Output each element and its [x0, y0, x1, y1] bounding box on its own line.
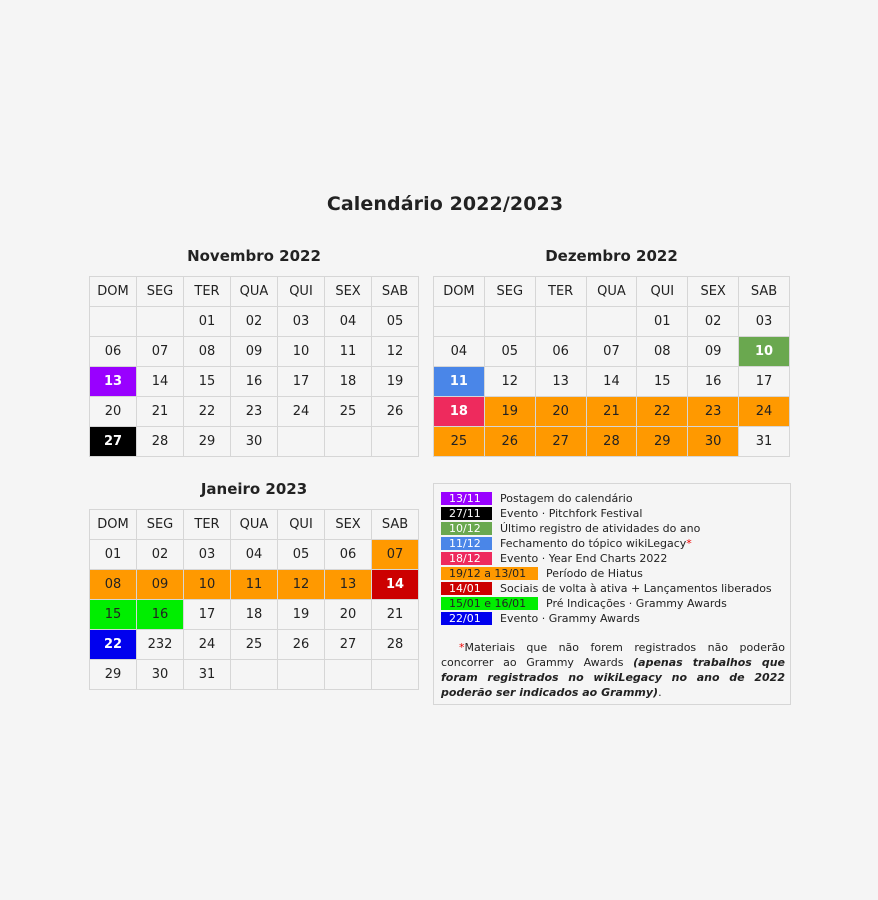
- day-cell: 13: [535, 367, 586, 397]
- weekday-header: TER: [535, 277, 586, 307]
- day-cell: 02: [137, 540, 184, 570]
- day-cell: 30: [137, 660, 184, 690]
- legend-label: [500, 582, 772, 595]
- day-cell: 21: [137, 397, 184, 427]
- week-row: [90, 600, 419, 630]
- day-cell: 29: [637, 427, 688, 457]
- weekday-header-row: [90, 277, 419, 307]
- legend-date-badge: 11/12: [441, 537, 492, 550]
- day-cell: 28: [586, 427, 637, 457]
- weekday-header: SAB: [372, 277, 419, 307]
- empty-cell: [586, 307, 637, 337]
- day-cell: 05: [278, 540, 325, 570]
- weekday-header: SEG: [137, 277, 184, 307]
- weekday-header: TER: [184, 277, 231, 307]
- day-cell: 12: [372, 337, 419, 367]
- legend-label: [546, 597, 727, 610]
- day-cell: 09: [688, 337, 739, 367]
- week-row: [90, 427, 419, 457]
- legend-item: [441, 597, 727, 610]
- month-title-nov: Novembro 2022: [187, 247, 321, 265]
- week-row: [90, 367, 419, 397]
- legend-date-badge: 19/12 a 13/01: [441, 567, 538, 580]
- weekday-header: QUI: [637, 277, 688, 307]
- day-cell: 22: [90, 630, 137, 660]
- legend-item: [441, 552, 667, 565]
- day-cell: 07: [137, 337, 184, 367]
- day-cell: 17: [739, 367, 790, 397]
- legend-item: [441, 567, 643, 580]
- day-cell: 04: [231, 540, 278, 570]
- day-cell: 19: [278, 600, 325, 630]
- week-row: [434, 397, 790, 427]
- day-cell: 05: [372, 307, 419, 337]
- weekday-header: DOM: [90, 510, 137, 540]
- day-cell: 18: [434, 397, 485, 427]
- week-row: [90, 570, 419, 600]
- weekday-header: DOM: [434, 277, 485, 307]
- week-row: [434, 337, 790, 367]
- day-cell: 31: [739, 427, 790, 457]
- week-row: [90, 337, 419, 367]
- day-cell: 09: [231, 337, 278, 367]
- day-cell: 07: [372, 540, 419, 570]
- legend-item: [441, 507, 642, 520]
- legend-date-badge: 27/11: [441, 507, 492, 520]
- day-cell: 30: [231, 427, 278, 457]
- week-row: [90, 307, 419, 337]
- day-cell: 13: [325, 570, 372, 600]
- day-cell: 16: [231, 367, 278, 397]
- empty-cell: [278, 427, 325, 457]
- day-cell: 24: [278, 397, 325, 427]
- weekday-header: SAB: [372, 510, 419, 540]
- day-cell: 18: [325, 367, 372, 397]
- day-cell: 26: [372, 397, 419, 427]
- day-cell: 232: [137, 630, 184, 660]
- day-cell: 28: [372, 630, 419, 660]
- day-cell: 18: [231, 600, 278, 630]
- day-cell: 08: [184, 337, 231, 367]
- weekday-header: QUI: [278, 510, 325, 540]
- empty-cell: [325, 427, 372, 457]
- day-cell: 12: [278, 570, 325, 600]
- legend-label-text: Último registro de atividades do ano: [500, 522, 701, 535]
- day-cell: 04: [434, 337, 485, 367]
- weekday-header: QUI: [278, 277, 325, 307]
- empty-cell: [484, 307, 535, 337]
- month-title-jan: Janeiro 2023: [200, 480, 308, 498]
- day-cell: 09: [137, 570, 184, 600]
- legend-note: [441, 640, 785, 700]
- weekday-header: SEX: [325, 510, 372, 540]
- day-cell: 02: [231, 307, 278, 337]
- weekday-header: QUA: [231, 277, 278, 307]
- empty-cell: [372, 660, 419, 690]
- day-cell: 19: [372, 367, 419, 397]
- empty-cell: [231, 660, 278, 690]
- day-cell: 27: [535, 427, 586, 457]
- day-cell: 16: [688, 367, 739, 397]
- legend-label: [500, 492, 633, 505]
- weekday-header: SEX: [325, 277, 372, 307]
- legend-label: [500, 552, 667, 565]
- day-cell: 28: [137, 427, 184, 457]
- legend-label: [500, 522, 700, 535]
- day-cell: 11: [231, 570, 278, 600]
- day-cell: 04: [325, 307, 372, 337]
- legend-date-badge: 13/11: [441, 492, 492, 505]
- week-row: [90, 630, 419, 660]
- day-cell: 22: [184, 397, 231, 427]
- day-cell: 15: [184, 367, 231, 397]
- day-cell: 14: [586, 367, 637, 397]
- weekday-header-row: [434, 277, 790, 307]
- legend-date-badge: 10/12: [441, 522, 492, 535]
- day-cell: 06: [325, 540, 372, 570]
- legend-label-text: Fechamento do tópico wikiLegacy: [500, 537, 687, 550]
- day-cell: 24: [739, 397, 790, 427]
- calendar-january: [89, 509, 419, 690]
- empty-cell: [325, 660, 372, 690]
- day-cell: 31: [184, 660, 231, 690]
- day-cell: 29: [90, 660, 137, 690]
- legend-label: [500, 612, 640, 625]
- legend-date-badge: 18/12: [441, 552, 492, 565]
- day-cell: 27: [325, 630, 372, 660]
- legend-label: [500, 537, 692, 550]
- day-cell: 25: [325, 397, 372, 427]
- weekday-header: TER: [184, 510, 231, 540]
- empty-cell: [90, 307, 137, 337]
- week-row: [90, 660, 419, 690]
- legend-item: [441, 492, 633, 505]
- day-cell: 01: [184, 307, 231, 337]
- asterisk-marker: *: [686, 537, 692, 550]
- calendar-december: [433, 276, 790, 457]
- month-title-dec: Dezembro 2022: [545, 247, 678, 265]
- day-cell: 07: [586, 337, 637, 367]
- legend-label-text: Evento · Pitchfork Festival: [500, 507, 643, 520]
- day-cell: 27: [90, 427, 137, 457]
- day-cell: 23: [688, 397, 739, 427]
- day-cell: 21: [586, 397, 637, 427]
- day-cell: 20: [90, 397, 137, 427]
- day-cell: 03: [184, 540, 231, 570]
- legend-item: [441, 582, 772, 595]
- legend-label-text: Evento · Year End Charts 2022: [500, 552, 668, 565]
- day-cell: 10: [278, 337, 325, 367]
- day-cell: 01: [637, 307, 688, 337]
- weekday-header: QUA: [586, 277, 637, 307]
- day-cell: 06: [90, 337, 137, 367]
- legend-item: [441, 612, 640, 625]
- note-asterisk: *: [459, 641, 465, 654]
- day-cell: 11: [325, 337, 372, 367]
- empty-cell: [535, 307, 586, 337]
- legend-item: [441, 522, 700, 535]
- legend-label: [500, 507, 642, 520]
- day-cell: 25: [231, 630, 278, 660]
- day-cell: 08: [637, 337, 688, 367]
- week-row: [434, 367, 790, 397]
- day-cell: 23: [231, 397, 278, 427]
- empty-cell: [372, 427, 419, 457]
- legend-label-text: Período de Hiatus: [546, 567, 643, 580]
- day-cell: 17: [278, 367, 325, 397]
- legend-label-text: Postagem do calendário: [500, 492, 633, 505]
- legend-item: [441, 537, 692, 550]
- day-cell: 05: [484, 337, 535, 367]
- day-cell: 16: [137, 600, 184, 630]
- day-cell: 29: [184, 427, 231, 457]
- week-row: [434, 427, 790, 457]
- legend-label: [546, 567, 643, 580]
- day-cell: 08: [90, 570, 137, 600]
- legend-date-badge: 14/01: [441, 582, 492, 595]
- page-title: Calendário 2022/2023: [326, 193, 564, 215]
- weekday-header: SEG: [484, 277, 535, 307]
- weekday-header: SAB: [739, 277, 790, 307]
- day-cell: 20: [325, 600, 372, 630]
- note-bold: (apenas trabalhos que foram registrados no wikiLegacy no ano de 2022 poderão ser indicados ao Grammy): [441, 656, 785, 699]
- weekday-header: SEX: [688, 277, 739, 307]
- day-cell: 01: [90, 540, 137, 570]
- day-cell: 03: [739, 307, 790, 337]
- day-cell: 30: [688, 427, 739, 457]
- weekday-header: DOM: [90, 277, 137, 307]
- empty-cell: [278, 660, 325, 690]
- day-cell: 14: [137, 367, 184, 397]
- day-cell: 22: [637, 397, 688, 427]
- day-cell: 21: [372, 600, 419, 630]
- day-cell: 17: [184, 600, 231, 630]
- day-cell: 24: [184, 630, 231, 660]
- day-cell: 15: [637, 367, 688, 397]
- day-cell: 26: [278, 630, 325, 660]
- day-cell: 02: [688, 307, 739, 337]
- week-row: [90, 397, 419, 427]
- day-cell: 14: [372, 570, 419, 600]
- weekday-header-row: [90, 510, 419, 540]
- week-row: [90, 540, 419, 570]
- legend-label-text: Evento · Grammy Awards: [500, 612, 640, 625]
- empty-cell: [137, 307, 184, 337]
- note-end: .: [658, 686, 662, 699]
- day-cell: 10: [184, 570, 231, 600]
- day-cell: 06: [535, 337, 586, 367]
- day-cell: 20: [535, 397, 586, 427]
- note-text: Materiais que não forem registrados não poderão concorrer ao Grammy Awards: [441, 641, 785, 669]
- day-cell: 10: [739, 337, 790, 367]
- weekday-header: SEG: [137, 510, 184, 540]
- empty-cell: [434, 307, 485, 337]
- day-cell: 03: [278, 307, 325, 337]
- day-cell: 15: [90, 600, 137, 630]
- day-cell: 13: [90, 367, 137, 397]
- legend-label-text: Sociais de volta à ativa + Lançamentos liberados: [500, 582, 772, 595]
- day-cell: 12: [484, 367, 535, 397]
- week-row: [434, 307, 790, 337]
- legend-box: [433, 483, 791, 705]
- day-cell: 11: [434, 367, 485, 397]
- calendar-november: [89, 276, 419, 457]
- day-cell: 19: [484, 397, 535, 427]
- day-cell: 26: [484, 427, 535, 457]
- weekday-header: QUA: [231, 510, 278, 540]
- legend-date-badge: 15/01 e 16/01: [441, 597, 538, 610]
- legend-label-text: Pré Indicações · Grammy Awards: [546, 597, 727, 610]
- day-cell: 25: [434, 427, 485, 457]
- legend-date-badge: 22/01: [441, 612, 492, 625]
